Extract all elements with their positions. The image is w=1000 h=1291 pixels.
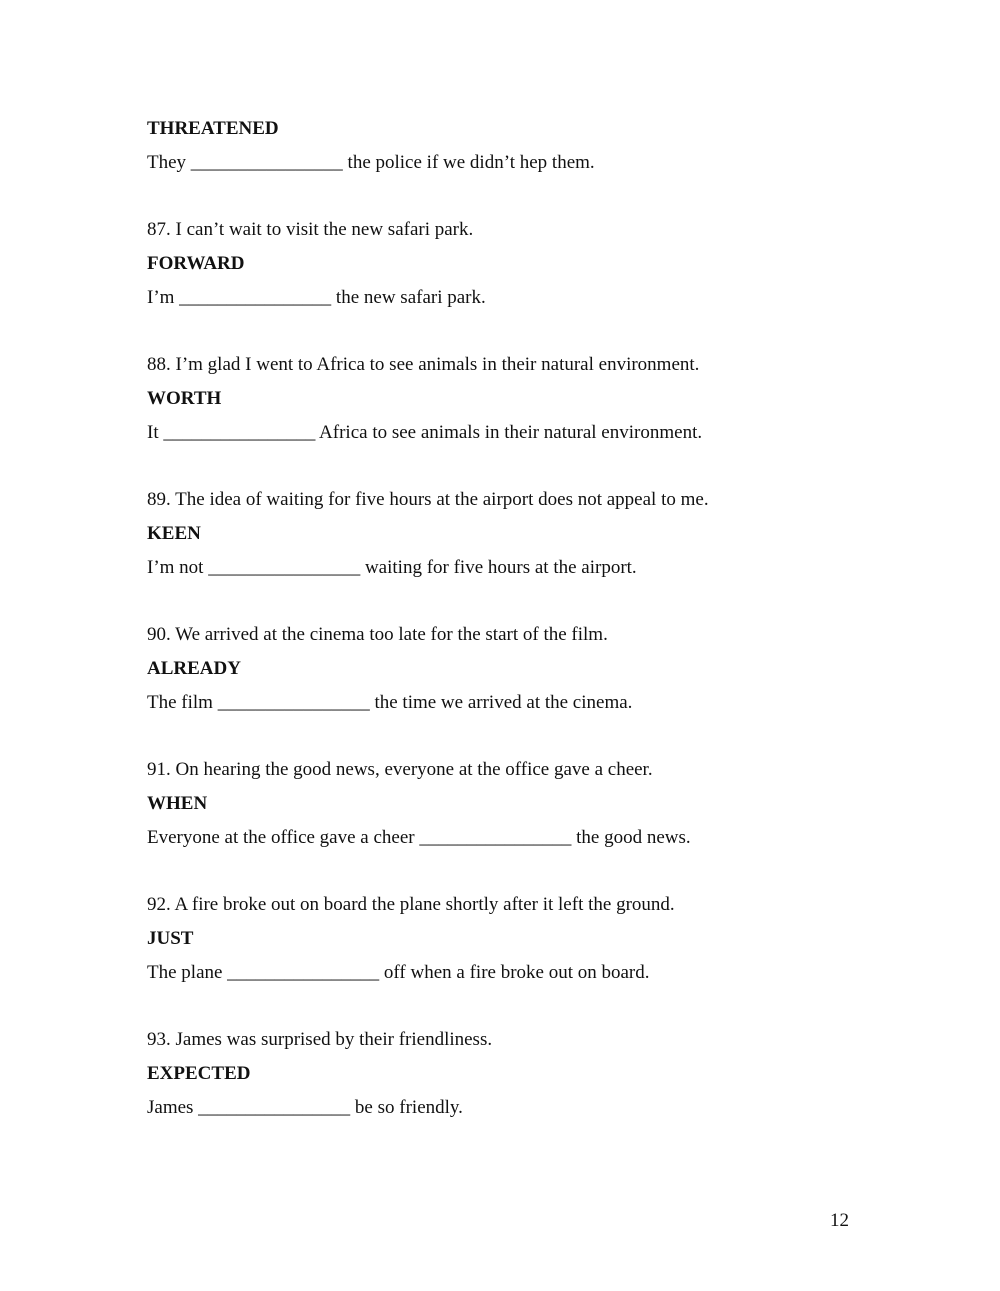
question-91-sentence: 91. On hearing the good news, everyone at the office gave a cheer. [147,759,653,780]
rewrite-sentence-threatened: They ________________ the police if we didn’t hep them. [147,152,595,173]
question-87-keyword: FORWARD [147,253,245,274]
question-93-keyword: EXPECTED [147,1063,251,1084]
question-93-rewrite: James ________________ be so friendly. [147,1097,463,1118]
question-93-sentence: 93. James was surprised by their friendliness. [147,1029,493,1050]
question-90-rewrite: The film ________________ the time we arrived at the cinema. [147,692,633,713]
question-90-sentence: 90. We arrived at the cinema too late for the start of the film. [147,624,608,645]
question-92-sentence: 92. A fire broke out on board the plane shortly after it left the ground. [147,894,675,915]
question-91-rewrite: Everyone at the office gave a cheer ________________ the good news. [147,827,691,848]
keyword-threatened: THREATENED [147,118,279,139]
page-number: 12 [830,1210,849,1231]
question-87-rewrite: I’m ________________ the new safari park. [147,287,486,308]
question-89-sentence: 89. The idea of waiting for five hours at the airport does not appeal to me. [147,489,709,510]
question-89-keyword: KEEN [147,523,201,544]
question-92-rewrite: The plane ________________ off when a fire broke out on board. [147,962,650,983]
question-92-keyword: JUST [147,928,194,949]
question-88-keyword: WORTH [147,388,222,409]
question-90-keyword: ALREADY [147,658,241,679]
question-88-rewrite: It ________________ Africa to see animals in their natural environment. [147,422,703,443]
question-87-sentence: 87. I can’t wait to visit the new safari park. [147,219,474,240]
question-89-rewrite: I’m not ________________ waiting for five hours at the airport. [147,557,637,578]
question-91-keyword: WHEN [147,793,208,814]
question-88-sentence: 88. I’m glad I went to Africa to see animals in their natural environment. [147,354,700,375]
